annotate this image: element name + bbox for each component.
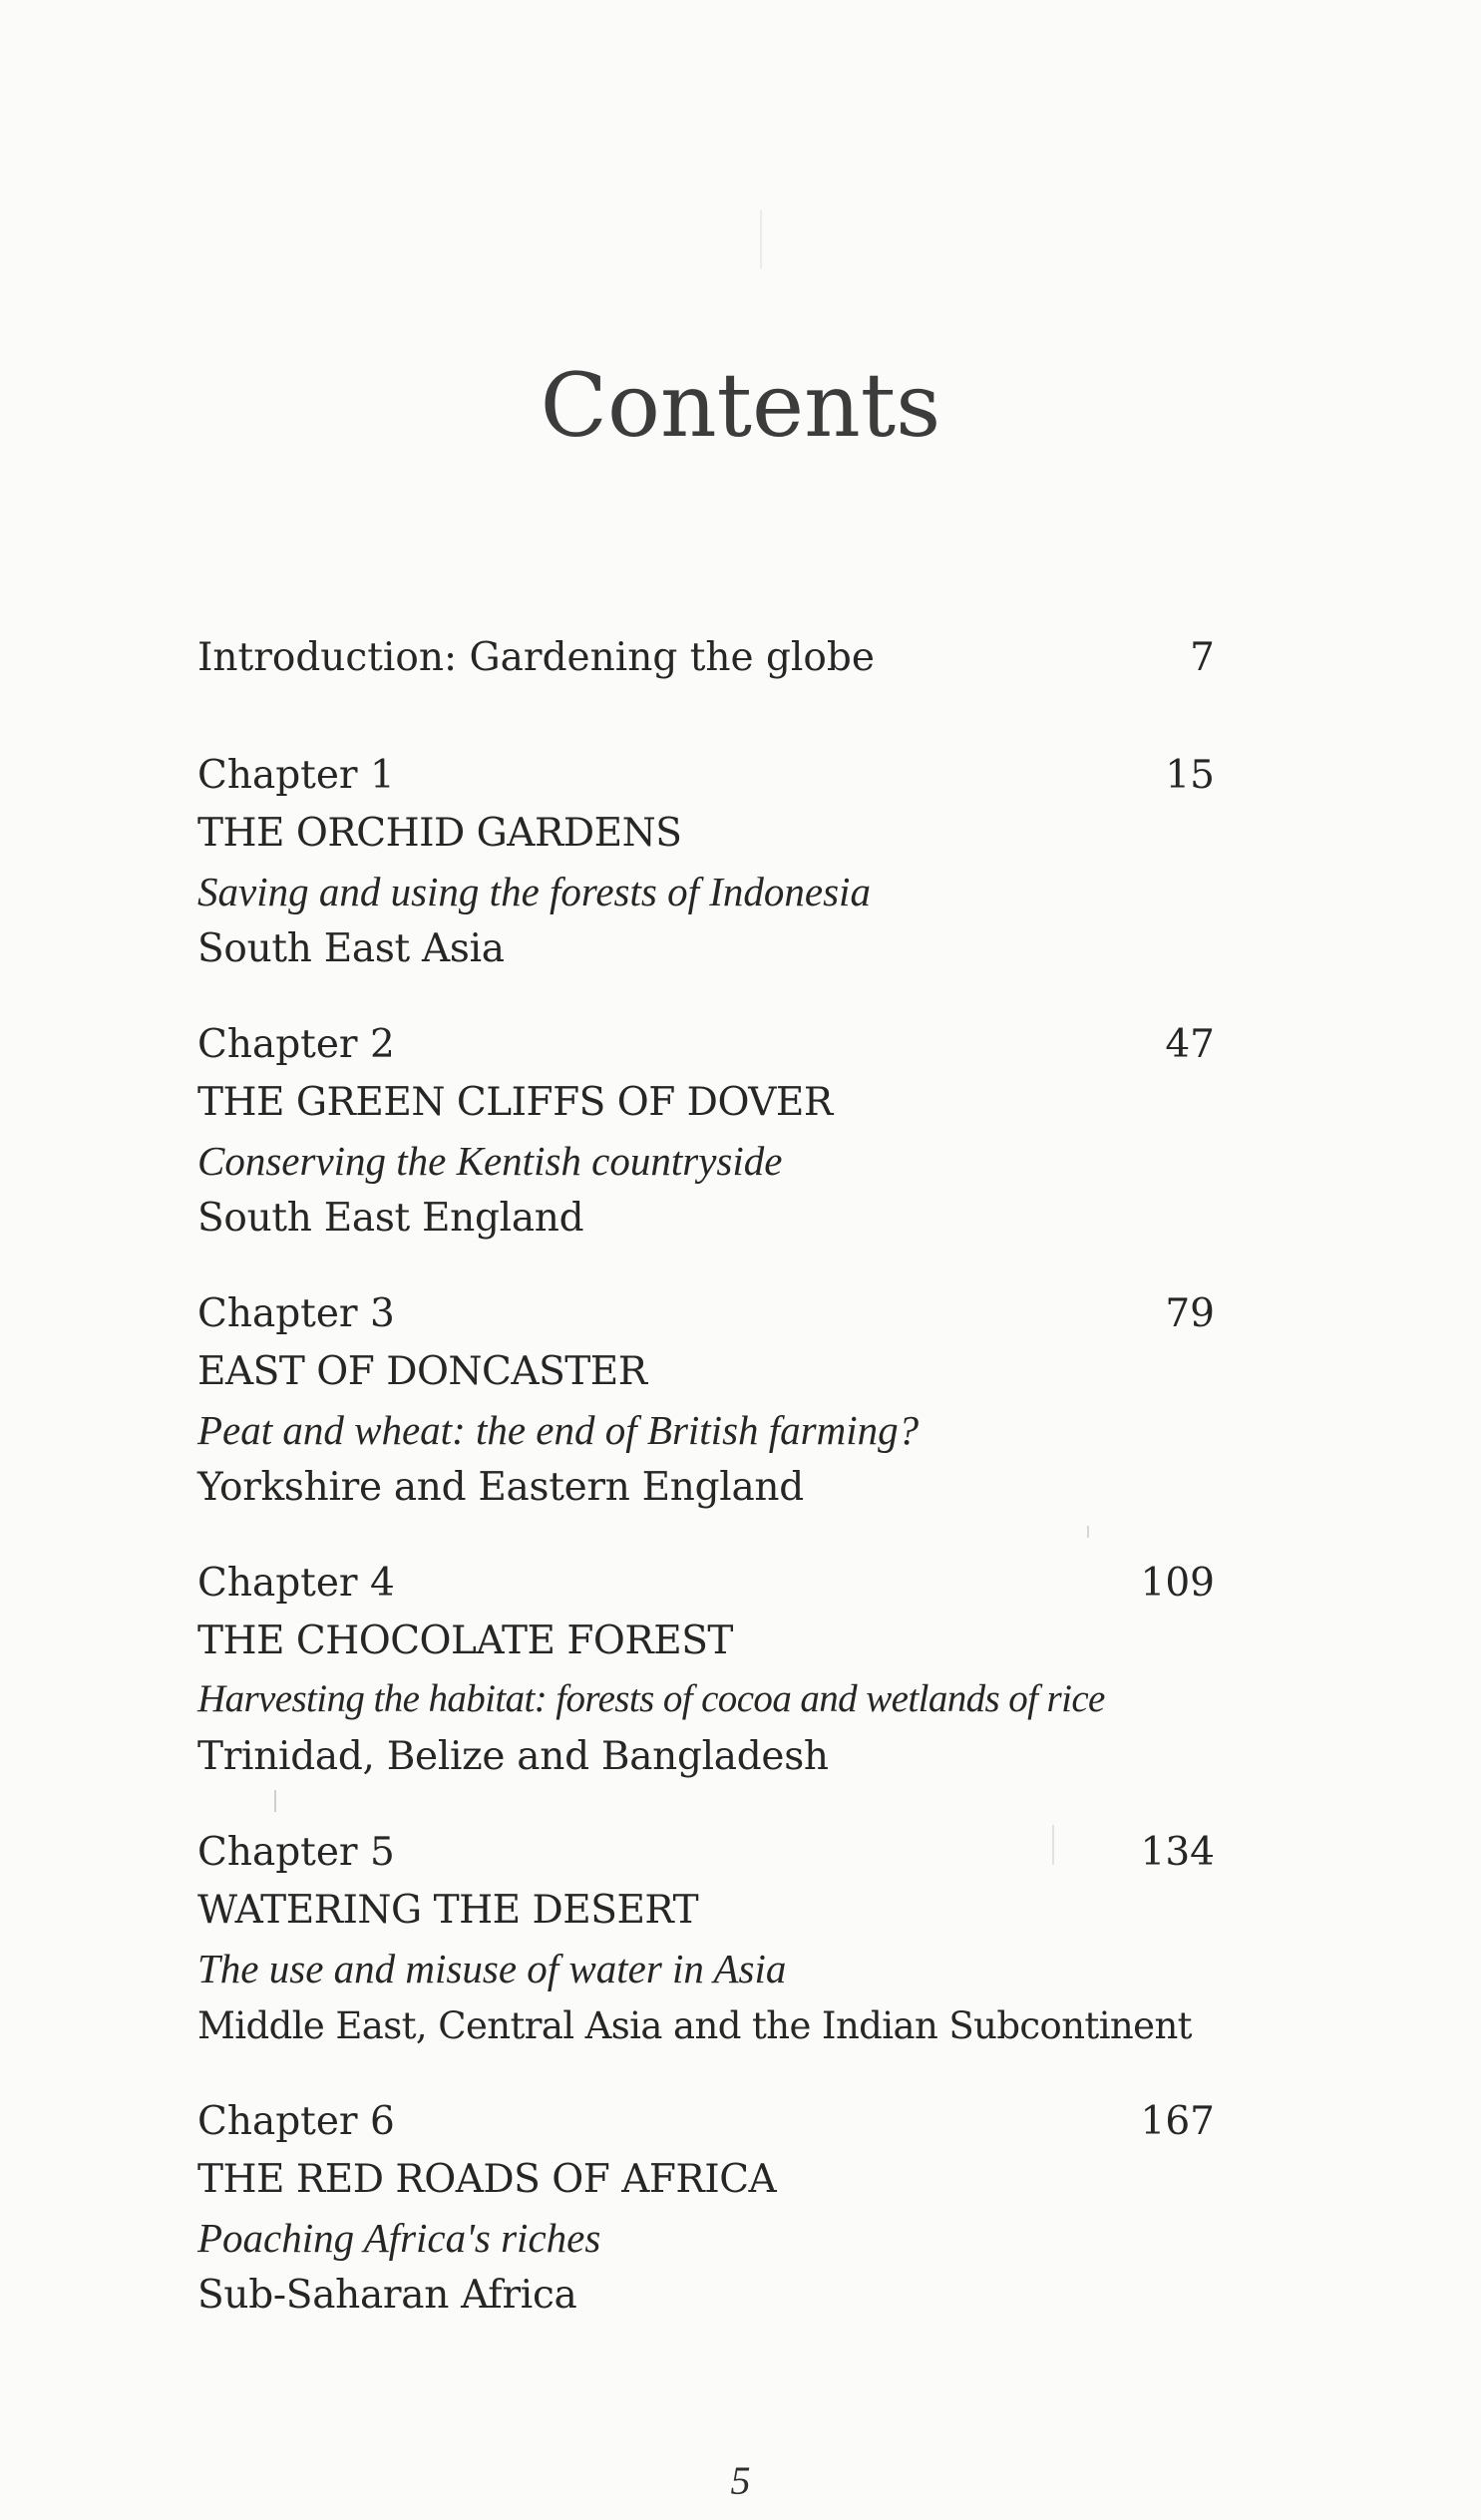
chapter-subtitle: Harvesting the habitat: forests of cocoa and wetlands of rice xyxy=(197,1677,1105,1720)
page-number: 15 xyxy=(1165,753,1215,798)
entry-label: Introduction: Gardening the globe xyxy=(197,635,875,680)
chapter-number: Chapter 4 xyxy=(197,1561,395,1606)
page-number: 109 xyxy=(1140,1561,1215,1606)
chapter-region: South East Asia xyxy=(197,926,505,971)
chapter-number: Chapter 1 xyxy=(197,753,395,798)
page-number: 79 xyxy=(1165,1291,1215,1336)
toc-entry-introduction xyxy=(197,628,1217,688)
chapter-subtitle: Poaching Africa's riches xyxy=(197,2215,601,2261)
chapter-number: Chapter 3 xyxy=(197,1291,395,1336)
chapter-label xyxy=(197,1284,1217,1344)
chapter-number: Chapter 5 xyxy=(197,1830,395,1875)
page-title: Contents xyxy=(540,354,941,457)
chapter-title: THE RED ROADS OF AFRICA xyxy=(197,2157,777,2202)
page-number: 167 xyxy=(1140,2099,1215,2144)
chapter-label xyxy=(197,1823,1217,1883)
table-of-contents xyxy=(197,0,1217,2520)
chapter-title: WATERING THE DESERT xyxy=(197,1888,699,1933)
chapter-title: THE ORCHID GARDENS xyxy=(197,811,682,856)
chapter-label xyxy=(197,2092,1217,2152)
page-number: 134 xyxy=(1140,1830,1215,1875)
chapter-region: Yorkshire and Eastern England xyxy=(197,1465,804,1510)
page-number: 47 xyxy=(1165,1022,1215,1067)
chapter-title: THE CHOCOLATE FOREST xyxy=(197,1619,733,1663)
chapter-subtitle: Peat and wheat: the end of British farming? xyxy=(197,1407,920,1453)
chapter-region: Trinidad, Belize and Bangladesh xyxy=(197,1734,829,1779)
chapter-subtitle: The use and misuse of water in Asia xyxy=(197,1946,787,1991)
chapter-label xyxy=(197,1554,1217,1614)
page-folio-number: 5 xyxy=(730,2458,751,2503)
chapter-label xyxy=(197,1015,1217,1075)
chapter-label xyxy=(197,746,1217,806)
chapter-subtitle: Saving and using the forests of Indonesia xyxy=(197,869,871,914)
chapter-subtitle: Conserving the Kentish countryside xyxy=(197,1138,783,1184)
chapter-number: Chapter 2 xyxy=(197,1022,395,1067)
chapter-region: South East England xyxy=(197,1196,584,1241)
chapter-title: EAST OF DONCASTER xyxy=(197,1349,647,1394)
page-number: 7 xyxy=(1190,635,1215,680)
chapter-number: Chapter 6 xyxy=(197,2099,395,2144)
chapter-region: Middle East, Central Asia and the Indian Subcontinent xyxy=(197,2004,1192,2047)
chapter-region: Sub-Saharan Africa xyxy=(197,2273,577,2318)
chapter-title: THE GREEN CLIFFS OF DOVER xyxy=(197,1080,833,1125)
